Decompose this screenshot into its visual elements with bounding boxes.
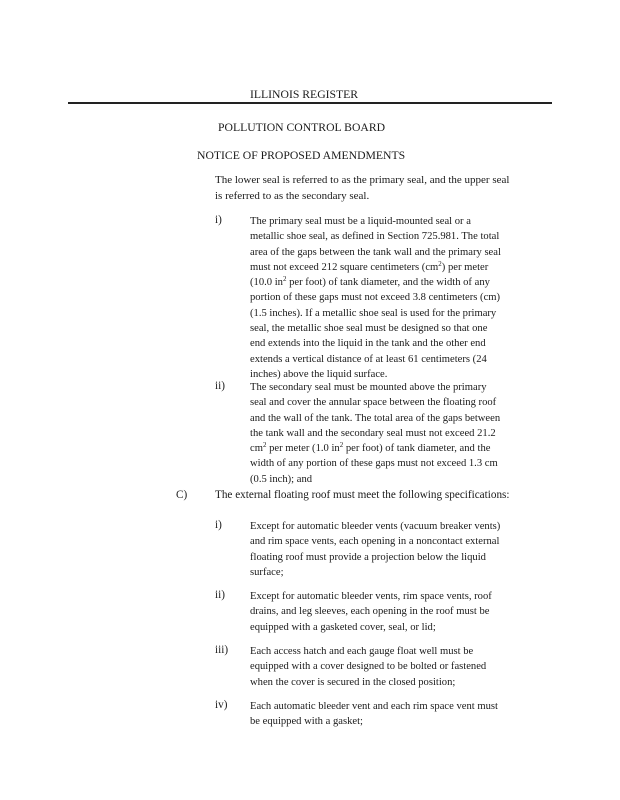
superscript: 2 [438, 259, 442, 268]
text-line: width of any portion of these gaps must not exceed 1.3 cm [250, 458, 498, 470]
text-line: extends a vertical distance of at least 61 centimeters (24 [250, 353, 487, 365]
text-line: (1.5 inches). If a metallic shoe seal is used for the primary [250, 307, 497, 319]
item-marker: ii) [215, 380, 225, 392]
text-line [250, 260, 501, 275]
text-line: drains, and leg sleeves, each opening in the roof must be [250, 606, 490, 618]
text-fragment: must not exceed 212 square centimeters (cm [250, 261, 439, 273]
text-line: equipped with a cover designed to be bolted or fastened [250, 661, 487, 673]
secondary-seal-paragraph [250, 380, 500, 487]
item-marker: iv) [215, 699, 228, 711]
item-marker: C) [176, 489, 188, 501]
text-line: Except for automatic bleeder vents, rim space vents, roof [250, 591, 492, 602]
gasketed-cover-paragraph [250, 589, 492, 635]
text-line: area of the gaps between the tank wall and the primary seal [250, 246, 501, 258]
text-line [250, 441, 500, 456]
text-fragment: per foot) of tank diameter, and the width of any [286, 277, 490, 289]
text-line: be equipped with a gasket; [250, 716, 363, 728]
text-line: Each automatic bleeder vent and each rim space vent must [250, 701, 498, 712]
item-marker: ii) [215, 589, 225, 601]
external-roof-heading: The external floating roof must meet the following specifications: [215, 489, 510, 501]
superscript: 2 [282, 275, 287, 284]
text-line: metallic shoe seal, as defined in Section 725.981. The total [250, 231, 500, 243]
text-line: Each access hatch and each gauge float well must be [250, 646, 474, 657]
text-line: when the cover is secured in the closed position; [250, 676, 456, 688]
notice-heading: NOTICE OF PROPOSED AMENDMENTS [197, 149, 406, 162]
text-line: and the wall of the tank. The total area of the gaps between [250, 412, 501, 424]
primary-seal-paragraph [250, 214, 501, 382]
text-line: The secondary seal must be mounted above the primary [250, 382, 487, 393]
text-fragment: ) per meter [441, 261, 489, 273]
header-rule [68, 102, 552, 104]
intro-paragraph [215, 173, 509, 204]
bleeder-vent-paragraph [250, 699, 498, 730]
text-fragment: (10.0 in [250, 277, 283, 289]
register-title: ILLINOIS REGISTER [250, 88, 359, 101]
text-line: portion of these gaps must not exceed 3.8 centimeters (cm) [250, 292, 501, 304]
text-line: and rim space vents, each opening in a noncontact external [250, 536, 500, 548]
text-line: inches) above the liquid surface. [250, 368, 388, 380]
text-line: surface; [250, 566, 284, 578]
text-fragment: per foot) of tank diameter, and the [343, 443, 491, 455]
text-fragment: cm [250, 443, 263, 455]
item-marker: iii) [215, 644, 229, 656]
text-line: seal, the metallic shoe seal must be designed so that one [250, 323, 488, 335]
text-line: The primary seal must be a liquid-mounted seal or a [250, 216, 471, 227]
superscript: 2 [339, 441, 344, 450]
text-line: floating roof must provide a projection below the liquid [250, 551, 486, 563]
item-marker: i) [215, 519, 222, 531]
superscript: 2 [262, 441, 267, 450]
text-line: the tank wall and the secondary seal must not exceed 21.2 [250, 427, 496, 439]
text-line [250, 275, 501, 290]
board-name: POLLUTION CONTROL BOARD [218, 121, 386, 134]
text-fragment: per meter (1.0 in [266, 443, 340, 455]
text-line: (0.5 inch); and [250, 473, 313, 485]
text-line: equipped with a gasketed cover, seal, or lid; [250, 621, 436, 633]
text-line: The lower seal is referred to as the primary seal, and the upper seal [215, 174, 510, 186]
access-hatch-paragraph [250, 644, 486, 690]
text-line: Except for automatic bleeder vents (vacuum breaker vents) [250, 521, 501, 532]
item-marker: i) [215, 214, 222, 226]
text-line: is referred to as the secondary seal. [215, 189, 370, 202]
opening-projection-paragraph [250, 519, 500, 580]
text-line: seal and cover the annular space between the floating roof [250, 397, 497, 409]
text-line: end extends into the liquid in the tank and the other end [250, 338, 486, 350]
